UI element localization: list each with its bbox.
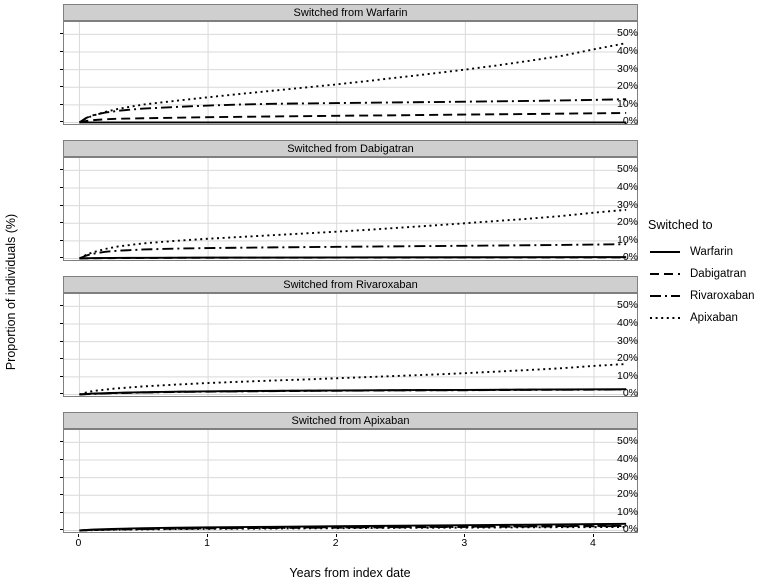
x-axis-ticks: [63, 534, 638, 550]
y-tick-label: 40%: [616, 316, 638, 329]
y-tick-label: 20%: [616, 216, 638, 229]
legend-label: Apixaban: [690, 312, 738, 324]
y-tick-mark: [60, 121, 63, 122]
x-tick-label: 1: [204, 537, 210, 549]
y-tick-mark: [60, 169, 63, 170]
y-tick-mark: [60, 104, 63, 105]
panel: [22, 276, 638, 400]
y-tick-mark: [60, 240, 63, 241]
y-tick-label: 20%: [616, 80, 638, 93]
x-tick-label: 3: [461, 537, 468, 549]
y-tick-mark: [60, 51, 63, 52]
y-tick-mark: [60, 187, 63, 188]
y-tick-label: 10%: [616, 505, 638, 518]
y-tick-mark: [60, 441, 63, 442]
panel: [22, 140, 638, 264]
panel-strip-label: Switched from Warfarin: [63, 4, 638, 21]
x-axis-title: Years from index date: [289, 566, 411, 580]
panel-strip-label: Switched from Dabigatran: [63, 140, 638, 157]
legend-key-swatch: [648, 287, 682, 305]
y-tick-mark: [60, 393, 63, 394]
panel-grid: [22, 4, 638, 556]
y-tick-mark: [60, 341, 63, 342]
y-tick-label: 50%: [616, 299, 638, 312]
legend-key-swatch: [648, 243, 682, 261]
y-tick-mark: [60, 222, 63, 223]
panel-plot-area: [63, 157, 638, 264]
y-tick-label: 20%: [616, 352, 638, 365]
y-axis-title: Proportion of individuals (%): [4, 213, 19, 370]
series-line: [79, 113, 626, 123]
legend-items: [648, 241, 773, 329]
y-tick-label: 10%: [616, 233, 638, 246]
y-tick-mark: [60, 86, 63, 87]
legend-item: [648, 241, 773, 263]
series-line: [79, 43, 626, 122]
y-tick-label: 0%: [622, 523, 638, 536]
y-tick-label: 0%: [622, 251, 638, 264]
y-tick-mark: [60, 358, 63, 359]
y-tick-label: 30%: [616, 62, 638, 75]
legend-item: [648, 307, 773, 329]
y-tick-mark: [60, 305, 63, 306]
y-tick-mark: [60, 69, 63, 70]
legend-item: [648, 285, 773, 307]
legend-item: [648, 263, 773, 285]
y-tick-label: 40%: [616, 44, 638, 57]
x-tick-label: 0: [75, 537, 82, 549]
legend-key-swatch: [648, 309, 682, 327]
y-tick-mark: [60, 477, 63, 478]
y-tick-mark: [60, 376, 63, 377]
legend-key-swatch: [648, 265, 682, 283]
y-tick-label: 10%: [616, 369, 638, 382]
panel-strip-label: Switched from Rivaroxaban: [63, 276, 638, 293]
y-tick-mark: [60, 529, 63, 530]
series-line: [79, 210, 626, 259]
y-tick-label: 50%: [616, 163, 638, 176]
legend-label: Rivaroxaban: [690, 290, 755, 302]
y-tick-label: 40%: [616, 180, 638, 193]
y-tick-label: 40%: [616, 452, 638, 465]
y-tick-label: 0%: [622, 115, 638, 128]
y-tick-label: 30%: [616, 470, 638, 483]
panel-plot-area: [63, 429, 638, 536]
y-tick-mark: [60, 459, 63, 460]
y-tick-label: 50%: [616, 435, 638, 448]
y-tick-mark: [60, 33, 63, 34]
y-tick-label: 20%: [616, 488, 638, 501]
y-tick-label: 30%: [616, 198, 638, 211]
legend-label: Warfarin: [690, 246, 734, 258]
x-tick-label: 2: [332, 537, 339, 549]
legend: [648, 218, 773, 329]
panel: [22, 412, 638, 549]
y-tick-label: 0%: [622, 387, 638, 400]
y-tick-mark: [60, 257, 63, 258]
y-tick-mark: [60, 512, 63, 513]
y-tick-mark: [60, 494, 63, 495]
x-tick-label: 4: [590, 537, 596, 549]
y-tick-mark: [60, 205, 63, 206]
legend-title: Switched to: [648, 218, 713, 232]
panel-plot-area: [63, 21, 638, 128]
panel-plot-area: [63, 293, 638, 400]
y-tick-label: 30%: [616, 334, 638, 347]
panel-strip-label: Switched from Apixaban: [63, 412, 638, 429]
legend-label: Dabigatran: [690, 268, 747, 280]
panel: [22, 4, 638, 128]
y-tick-label: 50%: [616, 27, 638, 40]
y-tick-mark: [60, 323, 63, 324]
y-tick-label: 10%: [616, 97, 638, 110]
